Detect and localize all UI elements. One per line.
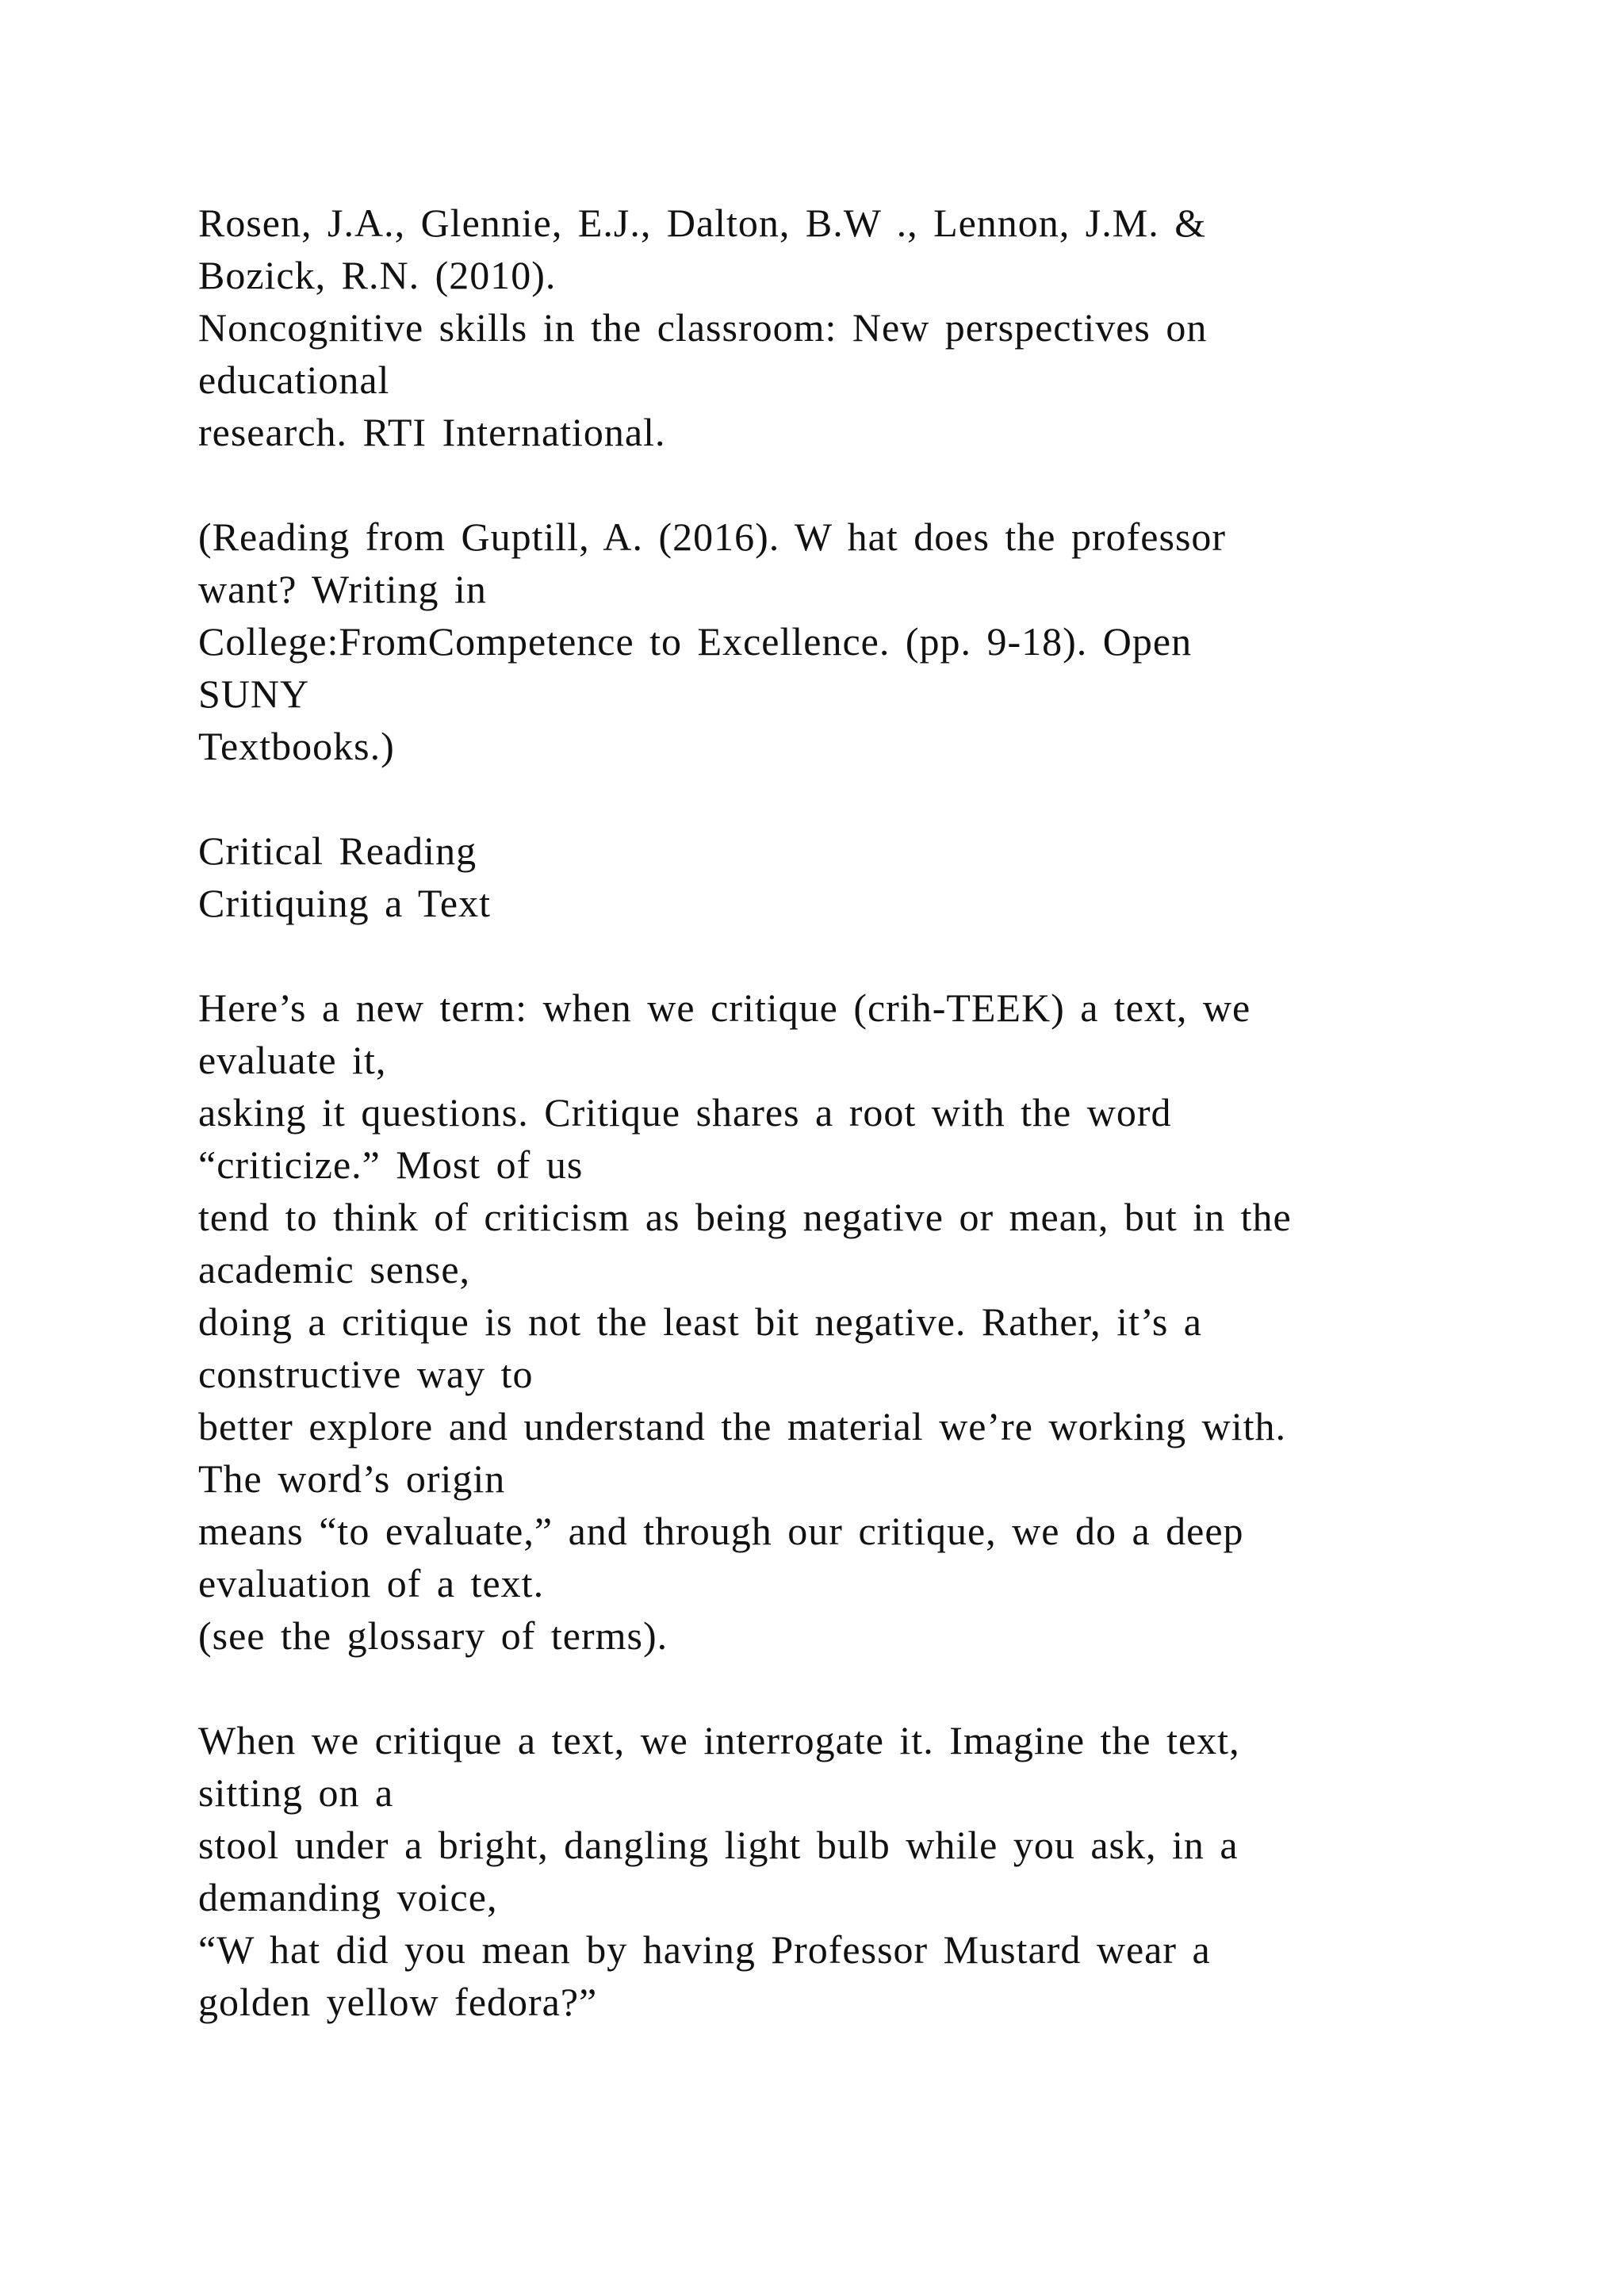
paragraph-line: evaluation of a text. xyxy=(198,1561,545,1605)
paragraph-line: “W hat did you mean by having Professor Mustard wear a xyxy=(198,1927,1211,1972)
paragraph-line: constructive way to xyxy=(198,1352,534,1396)
citation-block xyxy=(198,197,1467,458)
paragraph-spacer xyxy=(198,458,1467,511)
citation-line: Noncognitive skills in the classroom: New perspectives on xyxy=(198,305,1208,350)
paragraph-line: “criticize.” Most of us xyxy=(198,1142,584,1187)
paragraph-line: tend to think of criticism as being negative or mean, but in the xyxy=(198,1195,1292,1239)
source-line: Textbooks.) xyxy=(198,724,395,768)
paragraph-line: sitting on a xyxy=(198,1770,394,1815)
paragraph-line: stool under a bright, dangling light bulb while you ask, in a xyxy=(198,1823,1239,1867)
paragraph-line: (see the glossary of terms). xyxy=(198,1613,668,1658)
paragraph-line: means “to evaluate,” and through our critique, we do a deep xyxy=(198,1509,1244,1553)
source-line: SUNY xyxy=(198,672,310,716)
paragraph-line: golden yellow fedora?” xyxy=(198,1980,598,2024)
source-line: want? Writing in xyxy=(198,567,487,611)
citation-line: research. RTI International. xyxy=(198,410,666,454)
paragraph-line: better explore and understand the material we’re working with. xyxy=(198,1404,1287,1448)
paragraph-line: demanding voice, xyxy=(198,1875,498,1919)
source-line: College:FromCompetence to Excellence. (pp. 9-18). Open xyxy=(198,619,1193,664)
paragraph-line: evaluate it, xyxy=(198,1038,387,1082)
paragraph-line: Here’s a new term: when we critique (crih-TEEK) a text, we xyxy=(198,985,1251,1030)
citation-line: educational xyxy=(198,358,390,402)
citation-line: Bozick, R.N. (2010). xyxy=(198,253,557,297)
document-body xyxy=(198,197,1467,2028)
paragraph-spacer xyxy=(198,1662,1467,1714)
paragraph-line: The word’s origin xyxy=(198,1456,506,1501)
paragraph-spacer xyxy=(198,772,1467,825)
reading-source-block xyxy=(198,511,1467,772)
heading-block xyxy=(198,825,1467,929)
paragraph-critique-definition xyxy=(198,982,1467,1662)
paragraph-interrogate-text xyxy=(198,1714,1467,2028)
paragraph-line: When we critique a text, we interrogate it. Imagine the text, xyxy=(198,1718,1240,1762)
paragraph-line: asking it questions. Critique shares a root with the word xyxy=(198,1090,1172,1135)
source-line: (Reading from Guptill, A. (2016). W hat does the professor xyxy=(198,515,1227,559)
citation-line: Rosen, J.A., Glennie, E.J., Dalton, B.W ., Lennon, J.M. & xyxy=(198,201,1207,245)
paragraph-line: academic sense, xyxy=(198,1247,471,1292)
paragraph-spacer xyxy=(198,929,1467,982)
paragraph-line: doing a critique is not the least bit negative. Rather, it’s a xyxy=(198,1299,1202,1344)
section-subheading: Critiquing a Text xyxy=(198,881,491,925)
section-heading: Critical Reading xyxy=(198,828,477,873)
